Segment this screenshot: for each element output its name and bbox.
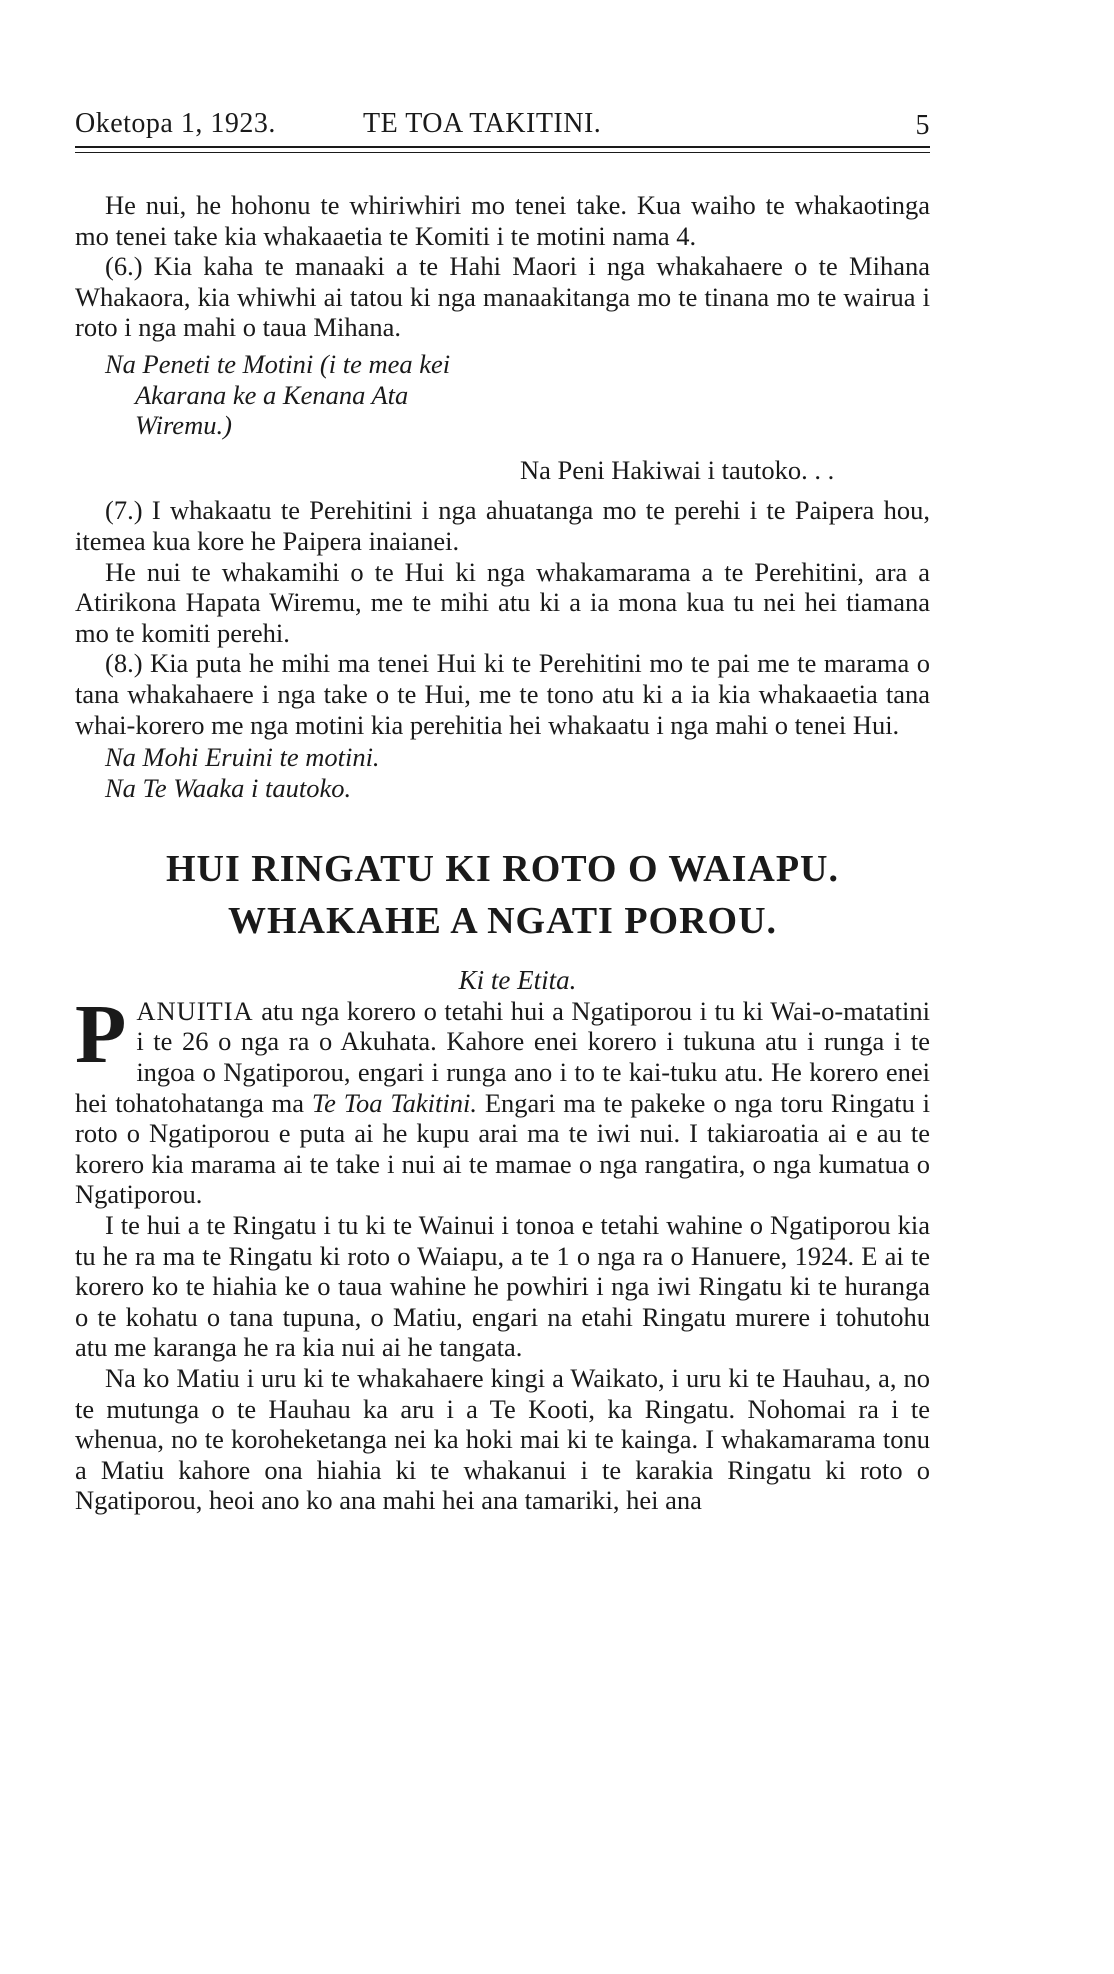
minutes-motion-8: (8.) Kia puta he mihi ma tenei Hui ki te Perehitini mo te pai me te marama o tana whakahaere i nga take o te Hui, me te tono atu ki a ia kia whakaaetia tana whai-korero me nga motini kia perehitia hei whakaatu i nga mahi o tenei Hui. — [75, 648, 930, 740]
paragraph-text: atu nga korero o tetahi hui a Ngatiporou i tu ki Wai-o-matatini i te 26 o nga ra o Akuhata. Kahore enei korero i tukuna atu i runga i te ingoa o Ngatiporou, engari i runga ano i to te kai-tuku atu. He korero enei hei tohatohatanga ma — [75, 995, 930, 1118]
page-body — [75, 190, 930, 1516]
motion-6-seconder: Na Peni Hakiwai i tautoko. . . — [520, 454, 835, 485]
minutes-motion-7: (7.) I whakaatu te Perehitini i nga ahuatanga mo te perehi i te Paipera hou, itemea kua kore he Paipera inaianei. — [75, 495, 930, 556]
publication-title: TE TOA TAKITINI. — [363, 108, 602, 139]
header-rule-thick — [75, 146, 930, 148]
mover-line-1: Na Peneti te Motini (i te mea kei — [105, 348, 451, 379]
running-header — [75, 108, 930, 142]
motion-8-seconder: Na Te Waaka i tautoko. — [105, 772, 352, 803]
lead-words: ANUITIA — [136, 995, 254, 1026]
motion-6-signatures — [75, 349, 930, 485]
issue-date: Oketopa 1, 1923. — [75, 108, 276, 139]
motion-8-signatures — [75, 742, 930, 803]
minutes-motion-6: (6.) Kia kaha te manaaki a te Hahi Maori i nga whakahaere o te Mihana Whakaora, kia whiwhi ai tatou ki nga manaakitanga mo te tinana mo te wairua i roto i nga mahi o taua Mihana. — [75, 251, 930, 343]
letter-salutation: Ki te Etita. — [458, 965, 577, 996]
article-subheadline: WHAKAHE A NGATI POROU. — [227, 900, 778, 943]
article-paragraph-3: Na ko Matiu i uru ki te whakahaere kingi a Waikato, i uru ki te Hauhau, a, no te mutunga o te Hauhau ka aru i a Te Kooti, ka Ringatu. Nohomai ra i te whenua, no te koroheketanga nei ka hoki mai ki te kainga. I whakamarama tonu a Matiu kahore ona hiahia ki te whakanui i te karakia Ringatu ki roto o Ngatiporou, heoi ano ko ana mahi hei ana tamariki, hei ana — [75, 1363, 930, 1516]
mover-line-3: Wiremu.) — [135, 410, 232, 441]
article-headline: HUI RINGATU KI ROTO O WAIAPU. — [166, 848, 839, 891]
mover-line-2: Akarana ke a Kenana Ata — [135, 379, 409, 410]
drop-cap: P — [75, 987, 127, 1081]
article-paragraph-1 — [75, 987, 930, 1210]
motion-6-mover — [75, 349, 930, 441]
motion-8-mover: Na Mohi Eruini te motini. — [105, 742, 380, 773]
minutes-paragraph: He nui, he hohonu te whiriwhiri mo tenei take. Kua waiho te whakaotinga mo tenei take kia whakaaetia te Komiti i te motini nama 4. — [75, 190, 930, 251]
article-paragraph-2: I te hui a te Ringatu i tu ki te Wainui i tonoa e tetahi wahine o Ngatiporou kia tu he ra ma te Ringatu ki roto o Waiapu, a te 1 o nga ra o Hanuere, 1924. E ai te korero ko te hiahia ke o taua wahine he powhiri i nga iwi Ringatu ki te huranga o te kohatu o tana tupuna, o Matiu, engari na etahi Ringatu murere i tohutohu atu me karanga he ra kia nui ai he tangata. — [75, 1210, 930, 1363]
newspaper-name: Te Toa Takitini. — [311, 1087, 477, 1118]
paragraph-text: Engari ma te pakeke o nga toru Ringatu i roto o Ngatiporou e puta ai he kupu arai ma te iwi nui. I takiaroatia ai e au te korero kia marama ai te take i nui ai te mamae o nga rangatira, o nga kumatua o Ngatiporou. — [75, 1087, 930, 1210]
header-rule-thin — [75, 152, 930, 153]
page-number: 5 — [915, 110, 930, 141]
minutes-paragraph: He nui te whakamihi o te Hui ki nga whakamarama a te Perehitini, ara a Atirikona Hapata Wiremu, me te mihi atu ki a ia mona kua tu nei hei tiamana mo te komiti perehi. — [75, 556, 930, 648]
